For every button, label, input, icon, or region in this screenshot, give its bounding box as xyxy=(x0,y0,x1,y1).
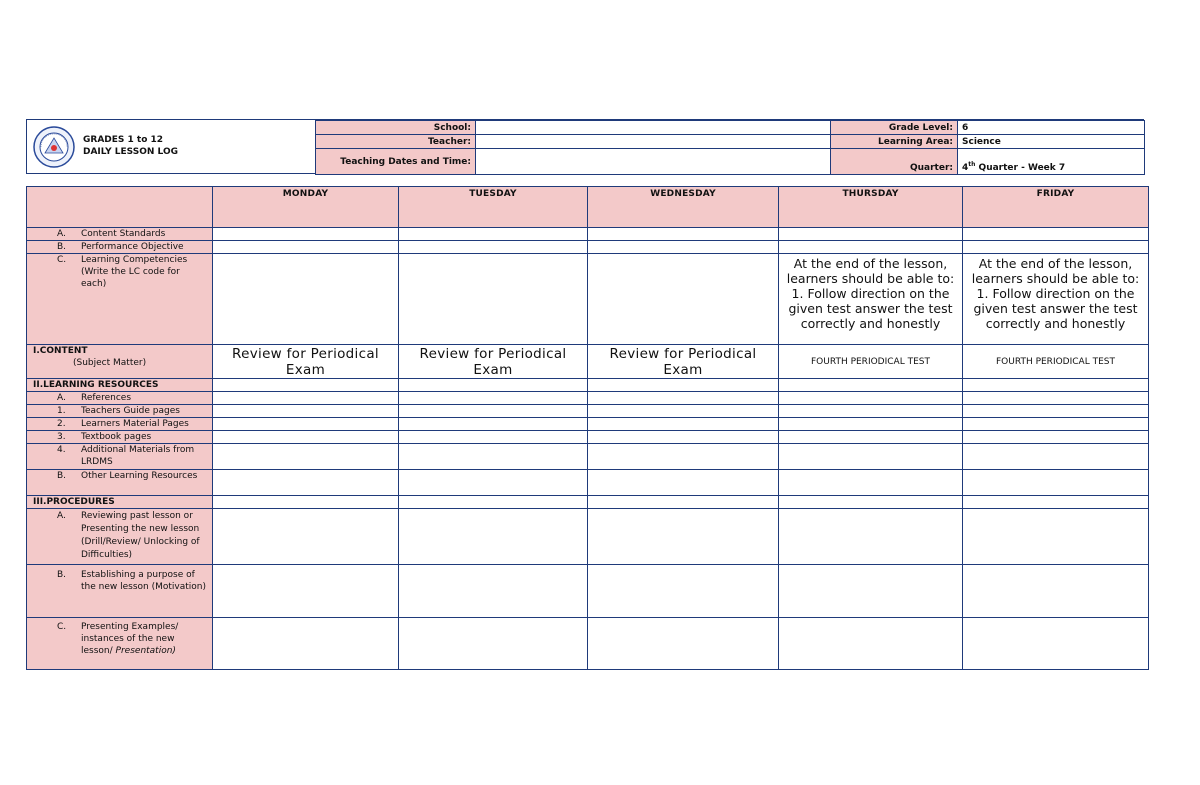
cell[interactable] xyxy=(779,496,963,509)
day-header-friday: FRIDAY xyxy=(963,187,1149,228)
cell[interactable] xyxy=(399,241,588,254)
day-header-wednesday: WEDNESDAY xyxy=(588,187,779,228)
title-line-daily-lesson-log: DAILY LESSON LOG xyxy=(83,147,178,157)
day-header-monday: MONDAY xyxy=(213,187,399,228)
cell[interactable] xyxy=(963,496,1149,509)
cell[interactable] xyxy=(779,618,963,670)
cell[interactable] xyxy=(399,470,588,496)
cell[interactable] xyxy=(779,405,963,418)
cell[interactable] xyxy=(963,405,1149,418)
school-label: School: xyxy=(316,121,476,135)
cell[interactable] xyxy=(588,470,779,496)
school-field[interactable] xyxy=(476,121,831,135)
cell[interactable] xyxy=(779,228,963,241)
cell[interactable] xyxy=(963,431,1149,444)
content-cell-wednesday[interactable]: Review for Periodical Exam xyxy=(588,345,779,379)
cell[interactable] xyxy=(588,509,779,565)
cell[interactable] xyxy=(213,392,399,405)
cell[interactable] xyxy=(399,254,588,345)
quarter-label: Quarter: xyxy=(831,149,958,175)
teaching-dates-label: Teaching Dates and Time: xyxy=(316,149,476,175)
cell[interactable] xyxy=(588,241,779,254)
cell[interactable] xyxy=(963,418,1149,431)
table-row xyxy=(27,565,1149,618)
cell[interactable] xyxy=(399,444,588,470)
row-label-content-standards: A. Content Standards xyxy=(27,228,213,241)
cell[interactable] xyxy=(963,228,1149,241)
content-cell-tuesday[interactable]: Review for Periodical Exam xyxy=(399,345,588,379)
table-row xyxy=(27,431,1149,444)
cell[interactable] xyxy=(399,496,588,509)
lc-text-friday: At the end of the lesson, learners should be able to: 1. Follow direction on the given test answer the test correctly and honestly xyxy=(971,256,1140,331)
cell[interactable] xyxy=(213,431,399,444)
table-row xyxy=(27,418,1149,431)
cell[interactable] xyxy=(963,241,1149,254)
row-label-learning-competencies: C. Learning Competencies (Write the LC code for each) xyxy=(27,254,213,345)
content-cell-thursday[interactable]: FOURTH PERIODICAL TEST xyxy=(779,345,963,379)
table-row xyxy=(27,187,1149,228)
cell[interactable] xyxy=(213,405,399,418)
row-label-examples: C. Presenting Examples/ instances of the new lesson/ Presentation) xyxy=(27,618,213,670)
cell[interactable] xyxy=(588,565,779,618)
row-label-procedures: III.PROCEDURES xyxy=(27,496,213,509)
cell[interactable] xyxy=(588,228,779,241)
row-label-learners-material: 2. Learners Material Pages xyxy=(27,418,213,431)
cell[interactable] xyxy=(213,379,399,392)
lc-cell-friday[interactable] xyxy=(963,254,1149,345)
teacher-field[interactable] xyxy=(476,135,831,149)
lc-text-thursday: At the end of the lesson, learners should be able to: 1. Follow direction on the given test answer the test correctly and honestly xyxy=(786,256,955,331)
day-header-thursday: THURSDAY xyxy=(779,187,963,228)
row-label-learning-resources: II.LEARNING RESOURCES xyxy=(27,379,213,392)
cell[interactable] xyxy=(399,392,588,405)
grade-level-field[interactable]: 6 xyxy=(958,121,1145,135)
lc-cell-thursday[interactable] xyxy=(779,254,963,345)
table-row xyxy=(27,345,1149,379)
cell[interactable] xyxy=(399,509,588,565)
cell[interactable] xyxy=(588,444,779,470)
cell[interactable] xyxy=(588,431,779,444)
table-row xyxy=(27,470,1149,496)
learning-area-field[interactable]: Science xyxy=(958,135,1145,149)
quarter-text: Quarter - Week 7 xyxy=(975,163,1066,173)
cell[interactable] xyxy=(779,565,963,618)
cell[interactable] xyxy=(213,496,399,509)
cell[interactable] xyxy=(213,618,399,670)
cell[interactable] xyxy=(213,418,399,431)
row-label-performance-objective: B. Performance Objective xyxy=(27,241,213,254)
cell[interactable] xyxy=(213,565,399,618)
cell[interactable] xyxy=(213,241,399,254)
content-cell-monday[interactable]: Review for Periodical Exam xyxy=(213,345,399,379)
lesson-log-header xyxy=(26,119,1144,174)
table-row xyxy=(27,509,1149,565)
cell[interactable] xyxy=(779,418,963,431)
cell[interactable] xyxy=(588,392,779,405)
cell[interactable] xyxy=(588,405,779,418)
cell[interactable] xyxy=(779,431,963,444)
cell[interactable] xyxy=(588,618,779,670)
cell[interactable] xyxy=(588,379,779,392)
title-line-grades: GRADES 1 to 12 xyxy=(83,135,164,145)
table-row xyxy=(27,379,1149,392)
cell[interactable] xyxy=(963,618,1149,670)
quarter-number: 4 xyxy=(962,163,969,173)
table-row xyxy=(27,241,1149,254)
cell[interactable] xyxy=(213,254,399,345)
row-label-reviewing: A. Reviewing past lesson or Presenting the new lesson (Drill/Review/ Unlocking of Difficulties) xyxy=(27,509,213,565)
cell[interactable] xyxy=(399,618,588,670)
table-row xyxy=(27,618,1149,670)
cell[interactable] xyxy=(399,228,588,241)
teacher-label: Teacher: xyxy=(316,135,476,149)
cell[interactable] xyxy=(963,565,1149,618)
corner-cell xyxy=(27,187,213,228)
row-label-purpose: B. Establishing a purpose of the new lesson (Motivation) xyxy=(27,565,213,618)
quarter-field[interactable] xyxy=(958,149,1145,175)
row-label-lrdms: 4. Additional Materials from LRDMS xyxy=(27,444,213,470)
row-label-other-resources: B. Other Learning Resources xyxy=(27,470,213,496)
table-row xyxy=(27,254,1149,345)
table-row xyxy=(27,392,1149,405)
row-label-references: A. References xyxy=(27,392,213,405)
table-row xyxy=(27,444,1149,470)
cell[interactable] xyxy=(963,379,1149,392)
quarter-suffix: th xyxy=(968,161,976,168)
cell[interactable] xyxy=(779,470,963,496)
row-label-textbook: 3. Textbook pages xyxy=(27,431,213,444)
cell[interactable] xyxy=(779,509,963,565)
cell[interactable] xyxy=(779,444,963,470)
cell[interactable] xyxy=(963,444,1149,470)
content-cell-friday[interactable]: FOURTH PERIODICAL TEST xyxy=(963,345,1149,379)
day-header-tuesday: TUESDAY xyxy=(399,187,588,228)
cell[interactable] xyxy=(779,392,963,405)
cell[interactable] xyxy=(588,496,779,509)
cell[interactable] xyxy=(779,241,963,254)
lesson-plan-table xyxy=(26,186,1149,670)
teaching-dates-field[interactable] xyxy=(476,149,831,175)
cell[interactable] xyxy=(213,470,399,496)
grade-level-label: Grade Level: xyxy=(831,121,958,135)
cell[interactable] xyxy=(588,254,779,345)
cell[interactable] xyxy=(963,470,1149,496)
row-label-content: I.CONTENT (Subject Matter) xyxy=(27,345,213,379)
learning-area-label: Learning Area: xyxy=(831,135,958,149)
cell[interactable] xyxy=(399,431,588,444)
cell[interactable] xyxy=(213,444,399,470)
cell[interactable] xyxy=(399,405,588,418)
cell[interactable] xyxy=(213,509,399,565)
deped-seal-icon xyxy=(33,126,75,168)
cell[interactable] xyxy=(399,565,588,618)
table-row xyxy=(27,405,1149,418)
table-row xyxy=(27,228,1149,241)
cell[interactable] xyxy=(963,509,1149,565)
row-label-teachers-guide: 1. Teachers Guide pages xyxy=(27,405,213,418)
cell[interactable] xyxy=(588,418,779,431)
header-fields xyxy=(315,120,1145,175)
cell[interactable] xyxy=(963,392,1149,405)
cell[interactable] xyxy=(399,418,588,431)
cell[interactable] xyxy=(399,379,588,392)
cell[interactable] xyxy=(779,379,963,392)
cell[interactable] xyxy=(213,228,399,241)
table-row xyxy=(27,496,1149,509)
log-title xyxy=(83,134,178,158)
